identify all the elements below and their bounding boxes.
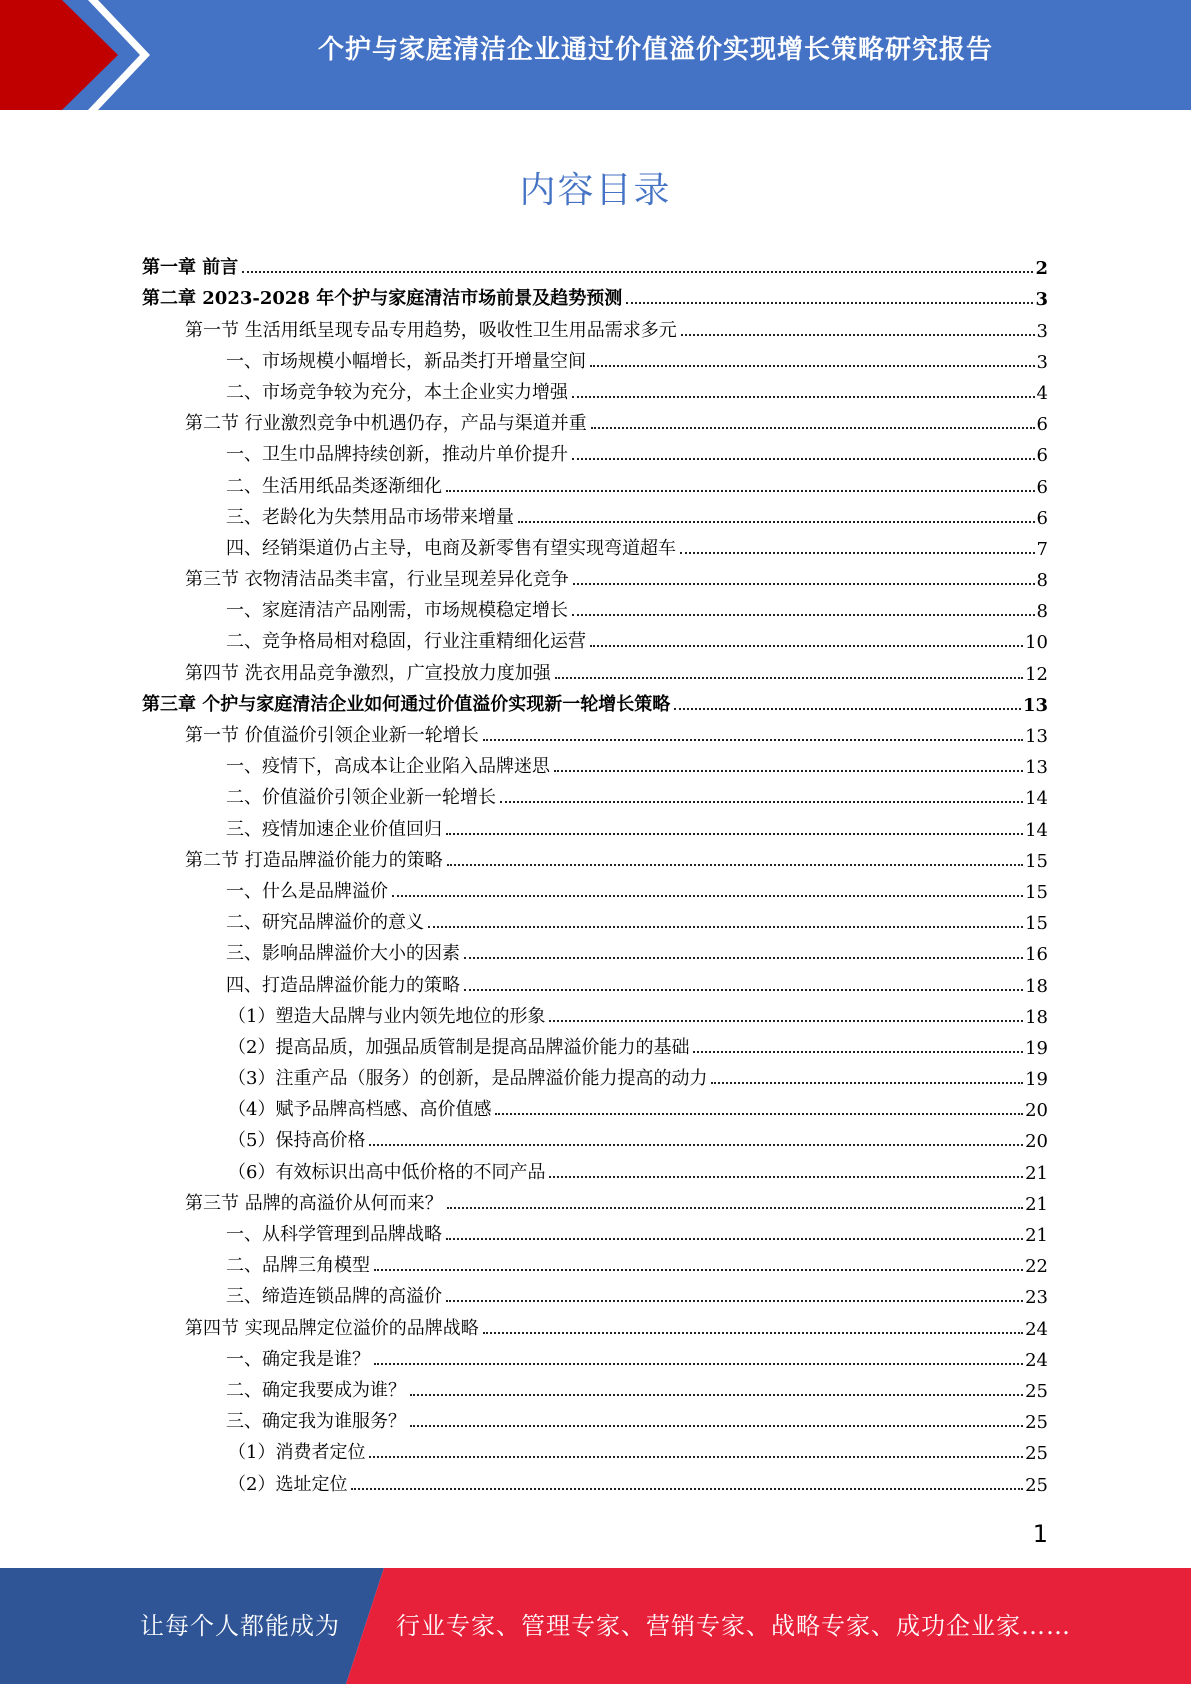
toc-dot-leader <box>464 957 1023 959</box>
toc-entry-page: 7 <box>1036 538 1048 560</box>
toc-entry[interactable] <box>142 1314 1048 1345</box>
toc-dot-leader <box>392 895 1023 897</box>
toc-entry-title: 一、从科学管理到品牌战略 <box>226 1224 442 1245</box>
toc-dot-leader <box>680 552 1035 554</box>
footer-banner <box>0 1568 1191 1684</box>
toc-entry-page: 2 <box>1035 258 1048 280</box>
toc-entry[interactable] <box>142 1377 1048 1408</box>
toc-entry-title: 三、疫情加速企业价值回归 <box>226 818 442 840</box>
toc-entry-title: 第四节 洗衣用品竞争激烈，广宣投放力度加强 <box>185 662 551 684</box>
toc-entry-title: 第三章 个护与家庭清洁企业如何通过价值溢价实现新一轮增长策略 <box>142 693 671 715</box>
toc-entry-page: 8 <box>1036 570 1048 592</box>
toc-entry-page: 3 <box>1036 320 1048 342</box>
toc-dot-leader <box>693 1051 1023 1053</box>
toc-dot-leader <box>410 1394 1023 1396</box>
toc-dot-leader <box>374 1269 1023 1271</box>
toc-entry-title: 三、缔造连锁品牌的高溢价 <box>226 1286 442 1308</box>
toc-entry-title: 第二节 行业激烈竞争中机遇仍存，产品与渠道并重 <box>185 413 587 435</box>
toc-entry-page: 6 <box>1036 476 1048 498</box>
toc-entry-title: 第一章 前言 <box>142 257 239 279</box>
toc-entry-title: 一、卫生巾品牌持续创新，推动片单价提升 <box>226 444 568 466</box>
toc-entry-page: 22 <box>1025 1256 1048 1278</box>
toc-entry-page: 24 <box>1025 1349 1048 1371</box>
toc-entry-title: 二、确定我要成为谁？ <box>226 1379 406 1401</box>
toc-dot-leader <box>464 989 1023 991</box>
toc-entry-page: 6 <box>1036 414 1048 436</box>
toc-entry[interactable] <box>142 628 1048 659</box>
toc-entry[interactable] <box>142 815 1048 846</box>
toc-entry-title: 一、市场规模小幅增长，新品类打开增量空间 <box>226 350 586 372</box>
footer-slogan: 让每个人都能成为 <box>140 1612 340 1640</box>
toc-entry[interactable] <box>142 909 1048 940</box>
toc-entry-title: 第一节 价值溢价引领企业新一轮增长 <box>185 725 479 746</box>
toc-entry-title: 第二节 打造品牌溢价能力的策略 <box>185 849 443 871</box>
toc-entry[interactable] <box>142 1003 1048 1034</box>
toc-entry-page: 3 <box>1035 289 1048 311</box>
toc-entry[interactable] <box>142 1439 1048 1470</box>
toc-entry[interactable] <box>142 1221 1048 1252</box>
toc-entry-page: 19 <box>1025 1069 1048 1091</box>
toc-dot-leader <box>572 458 1035 460</box>
toc-entry[interactable] <box>142 971 1048 1002</box>
toc-entry-page: 6 <box>1036 445 1048 467</box>
toc-entry-title: 四、打造品牌溢价能力的策略 <box>226 974 460 996</box>
toc-entry-title: （2）提高品质，加强品质管制是提高品牌溢价能力的基础 <box>228 1036 690 1058</box>
toc-dot-leader <box>590 645 1023 647</box>
toc-entry-page: 8 <box>1036 601 1048 623</box>
toc-entry-page: 25 <box>1025 1474 1048 1496</box>
toc-entry-title: （2）选址定位 <box>228 1473 348 1495</box>
toc-entry[interactable] <box>142 1283 1048 1314</box>
toc-dot-leader <box>572 396 1035 398</box>
toc-entry[interactable] <box>142 1408 1048 1439</box>
toc-dot-leader <box>447 864 1023 866</box>
toc-entry-title: （1）塑造大品牌与业内领先地位的形象 <box>228 1005 546 1027</box>
toc-entry-page: 15 <box>1025 850 1048 872</box>
toc-dot-leader <box>681 334 1035 336</box>
toc-entry[interactable] <box>142 878 1048 909</box>
toc-entry[interactable] <box>142 1096 1048 1127</box>
toc-entry-page: 13 <box>1025 757 1048 779</box>
toc-entry-title: （3）注重产品（服务）的创新，是品牌溢价能力提高的动力 <box>228 1068 708 1090</box>
footer-roles: 行业专家、管理专家、营销专家、战略专家、成功企业家…… <box>396 1612 1071 1640</box>
toc-entry[interactable] <box>142 316 1048 347</box>
toc-entry[interactable] <box>142 285 1048 316</box>
toc-entry-title: （4）赋予品牌高档感、高价值感 <box>228 1099 492 1121</box>
toc-entry-page: 13 <box>1022 694 1048 716</box>
toc-entry[interactable] <box>142 691 1048 722</box>
toc-dot-leader <box>518 521 1035 523</box>
toc-heading: 内容目录 <box>519 170 672 211</box>
toc-entry[interactable] <box>142 722 1048 753</box>
toc-entry[interactable] <box>142 940 1048 971</box>
toc-entry-page: 23 <box>1025 1287 1048 1309</box>
page-number: 1 <box>1032 1520 1048 1548</box>
toc-entry[interactable] <box>142 504 1048 535</box>
toc-dot-leader <box>446 490 1035 492</box>
toc-dot-leader <box>446 833 1023 835</box>
toc-dot-leader <box>500 801 1023 803</box>
toc-entry[interactable] <box>142 1034 1048 1065</box>
toc-entry[interactable] <box>142 1470 1048 1501</box>
toc-entry-page: 15 <box>1025 881 1048 903</box>
toc-entry[interactable] <box>142 1190 1048 1221</box>
toc-entry-page: 18 <box>1025 975 1048 997</box>
toc-entry-title: 第三节 衣物清洁品类丰富，行业呈现差异化竞争 <box>185 569 569 591</box>
toc-entry-page: 25 <box>1025 1380 1048 1402</box>
toc-entry-page: 20 <box>1025 1100 1048 1122</box>
toc-entry-page: 3 <box>1036 351 1048 373</box>
toc-dot-leader <box>711 1082 1023 1084</box>
toc-dot-leader <box>410 1425 1023 1427</box>
toc-entry-page: 13 <box>1025 726 1048 747</box>
toc-entry-page: 18 <box>1025 1006 1048 1028</box>
toc-dot-leader <box>369 1144 1023 1146</box>
toc-entry[interactable] <box>142 597 1048 628</box>
toc-entry-page: 19 <box>1025 1037 1048 1059</box>
toc-dot-leader <box>446 1300 1023 1302</box>
toc-entry-page: 21 <box>1025 1162 1048 1184</box>
toc-entry-page: 14 <box>1025 788 1048 810</box>
toc-entry-title: 二、市场竞争较为充分，本土企业实力增强 <box>226 381 568 403</box>
toc-entry-page: 4 <box>1036 382 1048 404</box>
toc-entry-title: 二、竞争格局相对稳固，行业注重精细化运营 <box>226 631 586 653</box>
toc-dot-leader <box>483 739 1023 741</box>
toc-entry-title: 三、老龄化为失禁用品市场带来增量 <box>226 506 514 528</box>
toc-dot-leader <box>428 926 1023 928</box>
toc-dot-leader <box>369 1456 1023 1458</box>
toc-entry-page: 14 <box>1025 819 1048 841</box>
toc-entry-page: 10 <box>1025 632 1048 654</box>
toc-entry-page: 25 <box>1025 1412 1048 1434</box>
toc-entry-title: 第一节 生活用纸呈现专品专用趋势，吸收性卫生用品需求多元 <box>185 319 677 341</box>
toc-entry-title: （6）有效标识出高中低价格的不同产品 <box>228 1161 546 1183</box>
toc-entry[interactable] <box>142 535 1048 566</box>
toc-entry-page: 20 <box>1025 1131 1048 1153</box>
toc-entry-title: 四、经销渠道仍占主导，电商及新零售有望实现弯道超车 <box>226 537 676 559</box>
toc-entry-title: 二、品牌三角模型 <box>226 1255 370 1277</box>
toc-dot-leader <box>626 302 1033 304</box>
toc-entry[interactable] <box>142 379 1048 410</box>
toc-dot-leader <box>549 1020 1023 1022</box>
toc-entry[interactable] <box>142 784 1048 815</box>
toc-dot-leader <box>351 1488 1023 1490</box>
report-title: 个护与家庭清洁企业通过价值溢价实现增长策略研究报告 <box>317 35 993 65</box>
toc-dot-leader <box>591 427 1035 429</box>
toc-entry-title: 一、确定我是谁？ <box>226 1348 370 1370</box>
toc-dot-leader <box>242 271 1033 273</box>
toc-entry[interactable] <box>142 348 1048 379</box>
toc-entry-title: 一、家庭清洁产品刚需，市场规模稳定增长 <box>226 600 568 622</box>
toc-entry-title: 二、价值溢价引领企业新一轮增长 <box>226 787 496 809</box>
toc-dot-leader <box>483 1332 1023 1334</box>
toc-dot-leader <box>374 1363 1023 1365</box>
toc-dot-leader <box>674 708 1021 710</box>
toc-entry-page: 21 <box>1025 1193 1048 1215</box>
header-banner <box>0 0 1191 110</box>
toc-entry[interactable] <box>142 753 1048 784</box>
toc-entry-title: 二、研究品牌溢价的意义 <box>226 912 424 934</box>
table-of-contents <box>142 254 1048 1502</box>
toc-dot-leader <box>590 365 1035 367</box>
toc-entry-title: 第四节 实现品牌定位溢价的品牌战略 <box>185 1317 479 1339</box>
toc-entry-title: 三、影响品牌溢价大小的因素 <box>226 943 460 965</box>
toc-dot-leader <box>495 1113 1023 1115</box>
toc-entry-page: 25 <box>1025 1443 1048 1465</box>
toc-entry-page: 6 <box>1036 507 1048 529</box>
toc-entry-title: 第三节 品牌的高溢价从何而来？ <box>185 1192 443 1214</box>
toc-dot-leader <box>447 1207 1023 1209</box>
toc-entry-title: （5）保持高价格 <box>228 1130 366 1152</box>
toc-dot-leader <box>549 1176 1023 1178</box>
toc-entry[interactable] <box>142 847 1048 878</box>
toc-dot-leader <box>446 1238 1023 1240</box>
toc-entry-title: （1）消费者定位 <box>228 1442 366 1464</box>
toc-entry[interactable] <box>142 1127 1048 1158</box>
toc-entry[interactable] <box>142 410 1048 441</box>
toc-entry[interactable] <box>142 1065 1048 1096</box>
toc-entry[interactable] <box>142 441 1048 472</box>
toc-entry[interactable] <box>142 472 1048 503</box>
toc-dot-leader <box>573 583 1035 585</box>
toc-entry-page: 21 <box>1025 1225 1048 1246</box>
toc-entry-title: 一、疫情下，高成本让企业陷入品牌迷思 <box>226 756 550 778</box>
toc-entry-page: 24 <box>1025 1318 1048 1340</box>
toc-entry[interactable] <box>142 659 1048 690</box>
toc-entry-title: 三、确定我为谁服务？ <box>226 1411 406 1433</box>
toc-entry-page: 16 <box>1025 944 1048 966</box>
toc-entry[interactable] <box>142 1158 1048 1189</box>
toc-entry[interactable] <box>142 1346 1048 1377</box>
toc-entry[interactable] <box>142 1252 1048 1283</box>
toc-entry-title: 二、生活用纸品类逐渐细化 <box>226 475 442 497</box>
toc-dot-leader <box>555 677 1023 679</box>
toc-dot-leader <box>572 614 1035 616</box>
toc-entry[interactable] <box>142 254 1048 285</box>
toc-entry-title: 一、什么是品牌溢价 <box>226 880 388 902</box>
toc-entry[interactable] <box>142 566 1048 597</box>
toc-dot-leader <box>554 770 1023 772</box>
toc-entry-page: 15 <box>1025 913 1048 935</box>
toc-entry-page: 12 <box>1025 663 1048 685</box>
toc-entry-title: 第二章 2023-2028 年个护与家庭清洁市场前景及趋势预测 <box>142 288 623 310</box>
